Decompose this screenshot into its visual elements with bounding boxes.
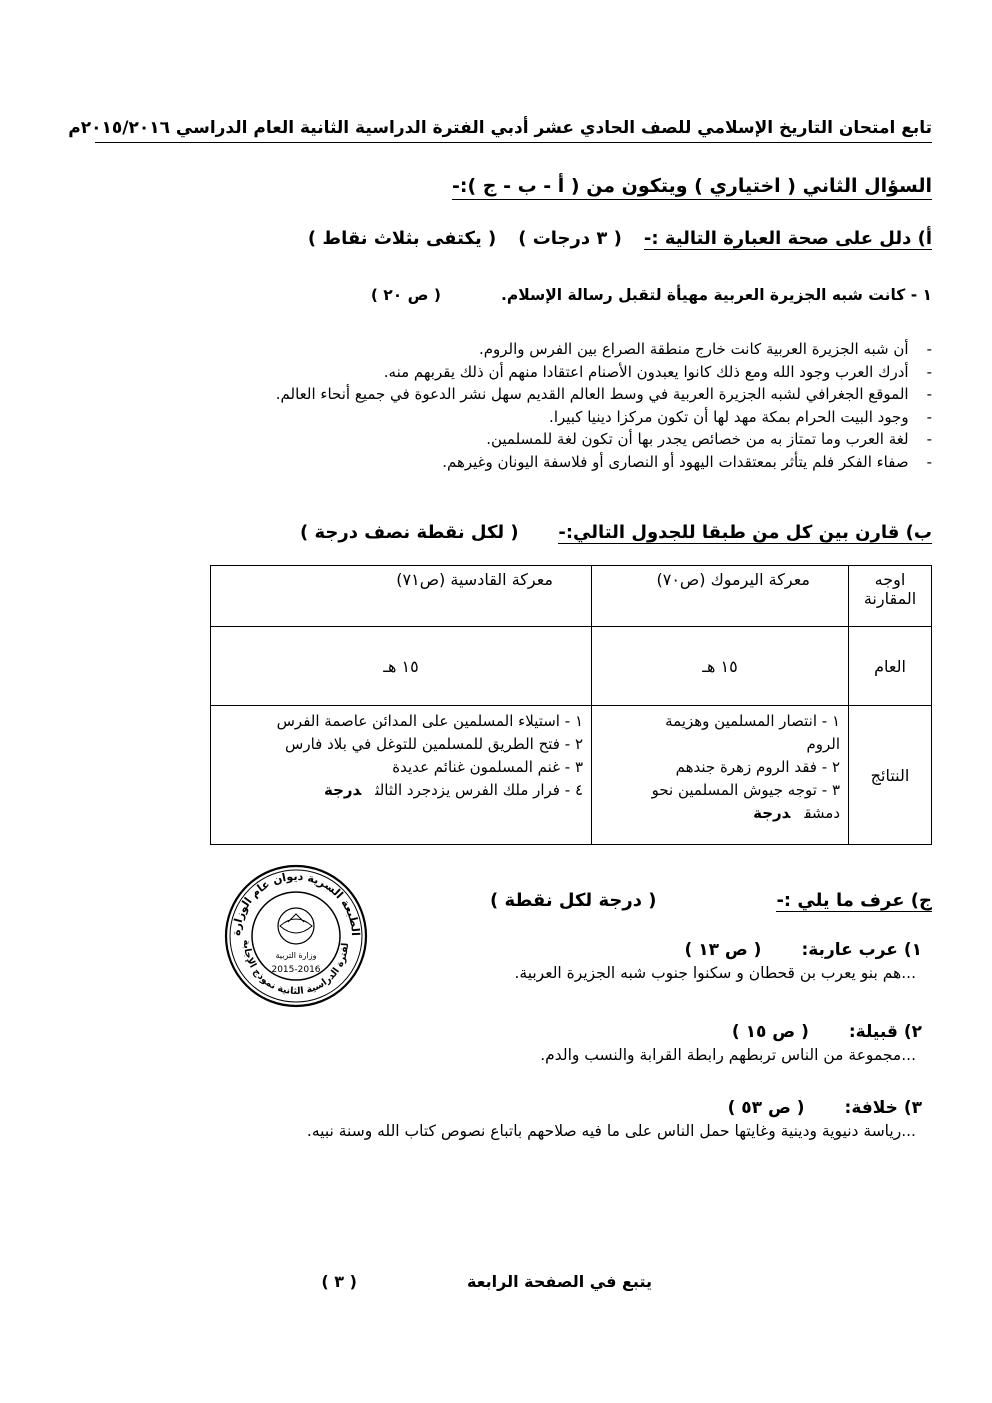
qadisiyyah-year: ١٥ هـ — [211, 627, 592, 706]
continue-note: يتبع في الصفحة الرابعة — [466, 1272, 652, 1291]
yarmouk-results — [592, 706, 849, 845]
part-b-heading — [300, 522, 932, 544]
yarmouk-result-line — [600, 802, 840, 825]
yarmouk-result-line: ٢ - فقد الروم زهرة جندهم — [675, 758, 840, 776]
page-number: ( ٣ ) — [321, 1272, 357, 1291]
term-label: ٢) قبيلة: — [848, 1022, 922, 1042]
qadisiyyah-header-text: معركة القادسية (ص٧١) — [396, 570, 553, 589]
term-head — [60, 1098, 922, 1118]
table-row — [211, 627, 932, 706]
term-head — [60, 940, 922, 960]
term-definition: ...هم بنو يعرب بن قحطان و سكنوا جنوب شبه الجزيرة العربية. — [514, 964, 916, 982]
term-arab-aribah — [60, 940, 922, 982]
question-2-title: السؤال الثاني ( اختياري ) ويتكون من ( أ - ب - ج ):- — [452, 175, 932, 200]
term-ref: ( ص ٥٣ ) — [727, 1098, 805, 1118]
qadisiyyah-grade: درجة — [323, 781, 362, 799]
yarmouk-result-line: ١ - انتصار المسلمين وهزيمة — [665, 712, 840, 730]
yarmouk-result-text: دمشق — [804, 804, 840, 822]
yarmouk-result-line: ٣ - توجه جيوش المسلمين نحو — [651, 781, 840, 799]
seal-center-text: وزارة التربية — [275, 951, 317, 960]
list-item: - صفاء الفكر فلم يتأثر بمعتقدات اليهود أو النصارى أو فلاسفة اليونان وغيرهم. — [232, 451, 932, 474]
part-c-heading — [300, 890, 932, 912]
term-ref: ( ص ١٥ ) — [731, 1022, 809, 1042]
yarmouk-header — [592, 566, 849, 627]
seal-inner-text: لفترة الدراسية الثانية نموذج الإجابة — [240, 939, 352, 998]
table-row — [211, 706, 932, 845]
part-c-title: ج) عرف ما يلي :- — [776, 890, 932, 911]
part-a-statement-row — [60, 286, 932, 304]
part-a-statement: ١ - كانت شبه الجزيرة العربية مهيأة لتقبل رسالة الإسلام. — [500, 286, 932, 304]
part-b-note: ( لكل نقطة نصف درجة ) — [300, 522, 519, 543]
term-khilafah — [60, 1098, 922, 1140]
qadisiyyah-result-line: ٣ - غنم المسلمون غنائم عديدة — [392, 758, 583, 776]
list-item: - الموقع الجغرافي لشبه الجزيرة العربية في وسط العالم القديم سهل نشر الدعوة في جميع أنحاء العالم. — [232, 383, 932, 406]
term-label: ١) عرب عاربة: — [801, 940, 922, 960]
seal-outer-text: الطبعة السرية ديوان عام الوزارة — [229, 869, 363, 937]
aspects-header: اوجه المقارنة — [849, 566, 932, 627]
part-a-marks: ( ٣ درجات ) — [518, 228, 622, 249]
term-definition: ...مجموعة من الناس تربطهم رابطة القرابة والنسب والدم. — [540, 1046, 916, 1064]
part-a-title: أ) دلل على صحة العبارة التالية :- — [643, 228, 932, 249]
list-item: - أدرك العرب وجود الله ومع ذلك كانوا يعبدون الأصنام اعتقادا منهم أن ذلك يقربهم منه. — [232, 361, 932, 384]
list-item: - أن شبه الجزيرة العربية كانت خارج منطقة الصراع بين الفرس والروم. — [232, 338, 932, 361]
qadisiyyah-header — [211, 566, 592, 627]
seal-year: 2015-2016 — [271, 965, 321, 975]
results-label: النتائج — [849, 706, 932, 845]
term-definition: ...رياسة دنيوية ودينية وغايتها حمل الناس على ما فيه صلاحهم باتباع نصوص كتاب الله وسنة نبيه. — [306, 1122, 916, 1140]
part-a-note: ( يكتفى بثلاث نقاط ) — [307, 228, 497, 249]
page-footer — [321, 1272, 652, 1291]
qadisiyyah-result-line — [219, 779, 583, 802]
emblem-icon — [278, 908, 314, 944]
ministry-seal — [222, 862, 370, 1010]
yarmouk-header-text: معركة اليرموك (ص٧٠) — [656, 570, 810, 589]
yarmouk-year: ١٥ هـ — [592, 627, 849, 706]
term-ref: ( ص ١٣ ) — [684, 940, 762, 960]
part-a-points — [232, 338, 932, 473]
list-item: - وجود البيت الحرام بمكة مهد لها أن تكون مركزا دينيا كبيرا. — [232, 406, 932, 429]
qadisiyyah-result-line: ٢ - فتح الطريق للمسلمين للتوغل في بلاد فارس — [285, 735, 583, 753]
part-a-page-ref: ( ص ٢٠ ) — [370, 286, 441, 304]
term-label: ٣) خلافة: — [844, 1098, 922, 1118]
qadisiyyah-result-line: ١ - استيلاء المسلمين على المدائن عاصمة الفرس — [276, 712, 583, 730]
qadisiyyah-results — [211, 706, 592, 845]
qadisiyyah-result-text: ٤ - فرار ملك الفرس يزدجرد الثالث — [375, 781, 583, 799]
part-c-note: ( درجة لكل نقطة ) — [489, 890, 657, 911]
year-label: العام — [849, 627, 932, 706]
exam-header: تابع امتحان التاريخ الإسلامي للصف الحادي عشر أدبي الفترة الدراسية الثانية العام الدراسي ٢٠١٥/٢٠١٦م — [95, 118, 932, 143]
table-row — [211, 566, 932, 627]
list-item: - لغة العرب وما تمتاز به من خصائص يجدر بها أن تكون لغة للمسلمين. — [232, 428, 932, 451]
yarmouk-result-line: الروم — [806, 735, 840, 753]
part-b-title: ب) قارن بين كل من طبقا للجدول التالي:- — [558, 522, 932, 543]
yarmouk-grade: درجة — [753, 804, 791, 822]
term-head — [60, 1022, 922, 1042]
term-qabilah — [60, 1022, 922, 1064]
part-a-heading — [60, 228, 932, 250]
comparison-table — [210, 565, 932, 845]
